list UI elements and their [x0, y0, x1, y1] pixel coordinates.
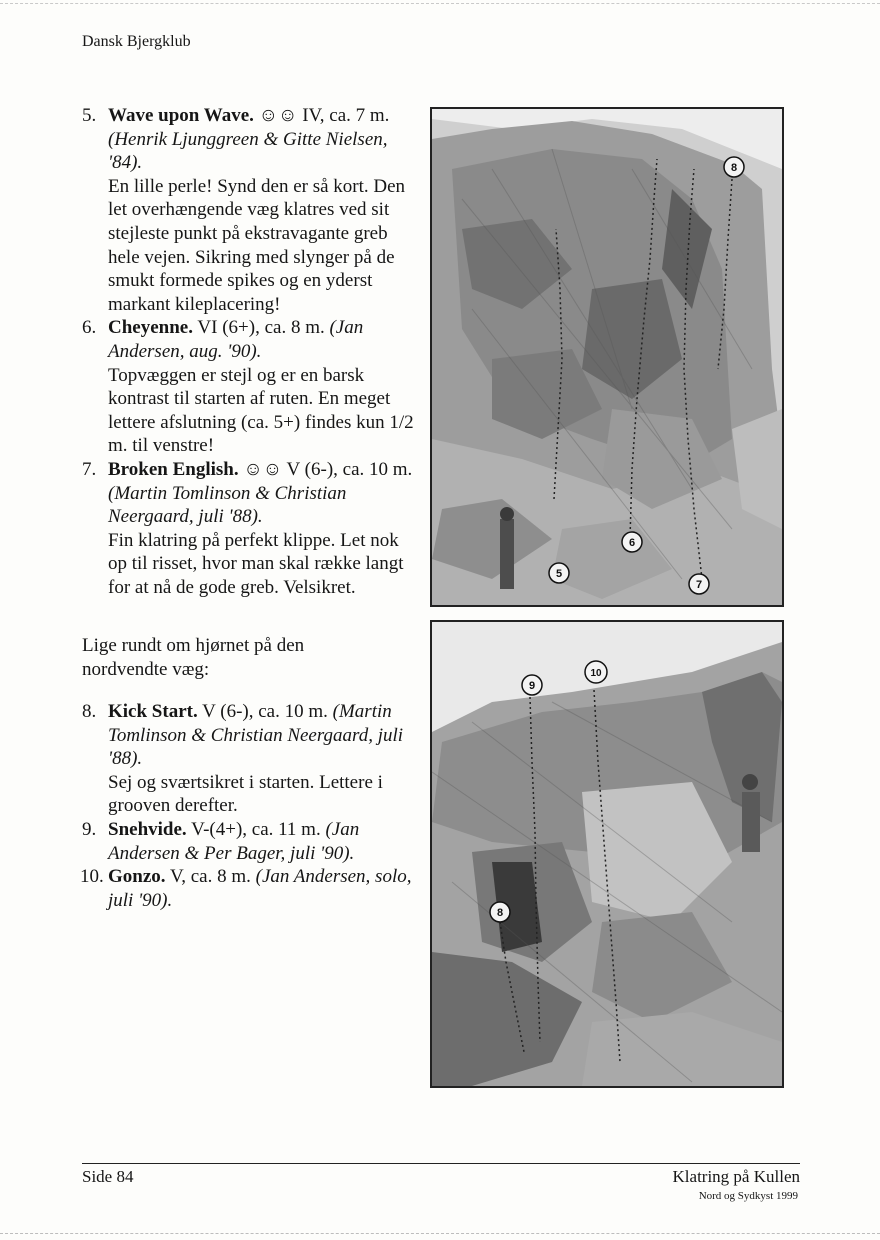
- route-rating: V-(4+), ca. 11 m.: [191, 818, 321, 840]
- route-marker-7: [689, 574, 709, 594]
- route-marker-8: [724, 157, 744, 177]
- route-entry-9: [82, 818, 422, 865]
- route-number: 9.: [82, 818, 97, 840]
- route-rating: VI (6+), ca. 8 m.: [197, 317, 325, 339]
- route-authors: (Martin Tomlinson & Christian Neergaard, juli '88).: [108, 482, 347, 528]
- route-name: Broken English.: [108, 458, 239, 480]
- route-entry-7: [82, 458, 422, 600]
- route-marker-9: [522, 675, 542, 695]
- route-authors: (Jan Andersen, aug. '90).: [108, 317, 364, 362]
- route-rating: V, ca. 8 m.: [169, 866, 251, 888]
- route-name: Kick Start.: [108, 701, 198, 722]
- route-list-bottom: [82, 700, 422, 912]
- route-number: 7.: [82, 458, 97, 480]
- page-number: Side 84: [82, 1167, 134, 1186]
- route-description: Fin klatring på perfekt klippe. Let nok op til risset, hvor man skal række langt for at nå de gode greb. Velsikret.: [108, 529, 404, 598]
- route-name: Gonzo.: [108, 866, 166, 888]
- route-description: En lille perle! Synd den er så kort. Den let overhængende væg klatres ved sit stejleste punkt på ekstravagante greb hele vejen. Sikring med slynger på de smukt formede spikes og en yderst markant kileplacering!: [108, 175, 406, 315]
- route-number: 8.: [82, 701, 97, 722]
- route-marker-8: [490, 902, 510, 922]
- scan-edge-bottom: [0, 1233, 880, 1234]
- route-description: Topvæggen er stejl og er en barsk kontrast til starten af ruten. En meget lettere afslutning (ca. 5+) findes kun 1/2 m. til venstre!: [108, 364, 414, 457]
- scan-edge-top: [0, 3, 880, 4]
- route-rating: V (6-), ca. 10 m.: [202, 701, 328, 722]
- route-marker-6: [622, 532, 642, 552]
- page-header: Dansk Bjergklub: [82, 33, 191, 50]
- route-rating: ☺☺ V (6-), ca. 10 m.: [243, 458, 413, 480]
- route-marker-label: 10: [590, 668, 602, 679]
- route-rating: ☺☺ IV, ca. 7 m.: [258, 105, 390, 126]
- cliff-photo-illustration: [432, 109, 782, 605]
- photo-cliff-routes-5-8: [430, 107, 784, 607]
- route-number: 5.: [82, 105, 97, 126]
- route-entry-10: [82, 865, 422, 912]
- cliff-photo-illustration: [432, 622, 782, 1086]
- book-title: Klatring på Kullen: [672, 1167, 800, 1186]
- route-marker-label: 8: [496, 907, 504, 919]
- route-number: 10.: [80, 866, 104, 888]
- route-entry-5: [82, 104, 422, 316]
- route-authors: (Jan Andersen & Per Bager, juli '90).: [108, 818, 360, 864]
- section-intro: Lige rundt om hjørnet på den nordvendte væg:: [82, 635, 305, 680]
- route-marker-label: 8: [730, 162, 738, 174]
- route-marker-label: 6: [628, 537, 636, 549]
- route-authors: (Martin Tomlinson & Christian Neergaard, juli '88).: [108, 701, 404, 770]
- route-marker-label: 7: [695, 579, 703, 591]
- photo-cliff-routes-8-10: [430, 620, 784, 1088]
- route-marker-10: [585, 661, 607, 683]
- route-name: Snehvide.: [108, 818, 187, 840]
- route-marker-5: [549, 563, 569, 583]
- route-number: 6.: [82, 317, 97, 339]
- route-authors: (Henrik Ljunggreen & Gitte Nielsen, '84).: [108, 128, 388, 174]
- route-description: Sej og sværtsikret i starten. Lettere i grooven derefter.: [108, 771, 383, 817]
- route-entry-8: [82, 700, 422, 818]
- route-name: Wave upon Wave.: [108, 105, 254, 126]
- route-marker-label: 9: [528, 680, 536, 692]
- book-subtitle: Nord og Sydkyst 1999: [698, 1190, 798, 1202]
- route-marker-label: 5: [555, 568, 563, 580]
- route-list-top: [82, 104, 422, 599]
- route-authors: (Jan Andersen, solo, juli '90).: [108, 866, 412, 911]
- route-name: Cheyenne.: [108, 317, 193, 339]
- route-entry-6: [82, 316, 422, 458]
- footer-rule: [82, 1163, 800, 1164]
